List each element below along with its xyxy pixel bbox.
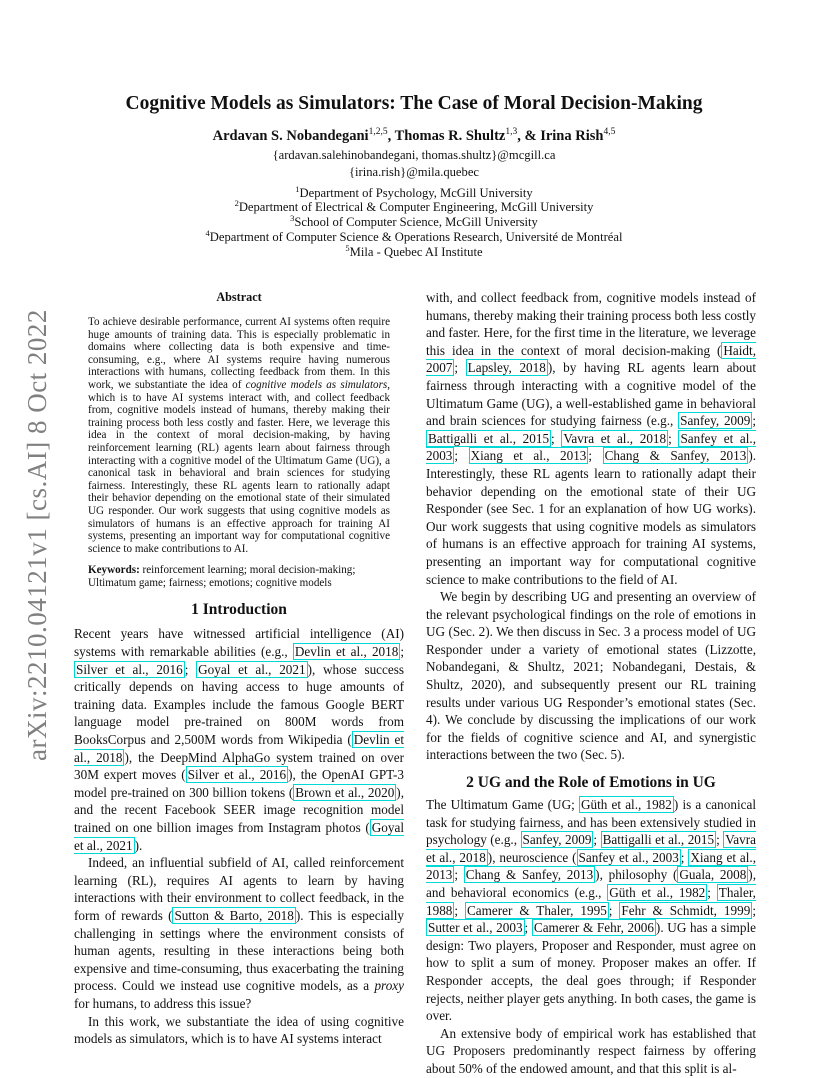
- email-line-1: {ardavan.salehinobandegani, thomas.shultz}@mcgill.ca: [272, 148, 556, 162]
- abstract-text: To achieve desirable performance, current AI systems often require huge amounts of training data. This is especially problematic in domains where collecting data is both expensive and time-consuming, e.g., where AI systems require having numerous interactions with humans, collecting feedback from them. In this work, we substantiate the idea of cognitive models as simulators, which is to have AI systems interact with, and collect feedback from, cognitive models instead of humans, thereby making their training process both less costly and faster. Here, we leverage this idea in the context of moral decision-making, by having reinforcement learning (RL) agents learn about fairness through interacting with a cognitive model of the Ultimatum Game (UG), a canonical task in behavioral and brain sciences for studying fairness. Interestingly, these RL agents learn to rationally adapt their behavior depending on the emotional state of their simulated UG responder. Our work suggests that using cognitive models as simulators of humans is an effective approach for training AI systems, presenting an important way for computational cognitive science to make contributions to AI.: [88, 316, 391, 555]
- citation-link[interactable]: Sanfey et al., 2003: [578, 849, 679, 865]
- affiliation-marker: 5: [345, 243, 350, 253]
- citation-link[interactable]: Camerer & Fehr, 2006: [533, 920, 654, 936]
- section-2-heading: 2 UG and the Role of Emotions in UG: [466, 774, 716, 792]
- citation-link[interactable]: Chang & Sanfey, 2013: [465, 867, 594, 883]
- emphasis-text: proxy: [374, 978, 404, 994]
- citation-link[interactable]: Fehr & Schmidt, 1999: [621, 902, 751, 918]
- citation-link[interactable]: Sutton & Barto, 2018: [174, 907, 294, 923]
- citation-link[interactable]: Goyal et al., 2021: [198, 661, 306, 677]
- citation-link[interactable]: Devlin et al., 2018: [294, 644, 399, 660]
- affiliation-1: $^1$Department of Psychology, McGill University: [295, 184, 533, 201]
- sec2-paragraph-1: The Ultimatum Game (UG; Güth et al., 1982 ) is a canonical task for studying fairness, and has been extensively studied in psychology (e.g., Sanfey, 2009 ; Battigalli et al., 2015 ; Vavra et al., 2018 ), neuroscience ( Sanfey et al., 2003 ; Xiang et al., 2013 ; Chang & Sanfey, 2013 ), philosophy ( Guala, 2008 ), and behavioral economics (e.g., Güth et al., 1982 ; Thaler, 1988 ; Camerer & Thaler, 1995 ; Fehr & Schmidt, 1999 ; Sutter et al., 2003 ; Camerer & Fehr, 2006 ). UG has a simple design: Two players, Proposer and Responder, must agree on how to split a sum of money. Proposer makes an offer. If Responder accepts, the deal goes through; if Responder rejects, neither player gets anything. In both cases, the game is over.: [426, 797, 756, 1024]
- intro-paragraph-2: Indeed, an influential subfield of AI, called reinforcement learning (RL), requires AI agents to learn by having interactions with their environment to collect feedback, in the form of rewards ( Sutton & Barto, 2018 ). This is especially challenging in settings where the environment consists of human agents, resulting in these interactions being both expensive and time-consuming, thus exacerbating the training process. Could we instead use cognitive models, as a proxy for humans, to address this issue?: [74, 855, 404, 1011]
- affiliation-3: $^3$School of Computer Science, McGill University: [290, 213, 538, 230]
- citation-link[interactable]: Sanfey et al., 2003: [426, 430, 756, 464]
- citation-link[interactable]: Battigalli et al., 2015: [428, 430, 550, 446]
- affiliation-2: $^2$Department of Electrical & Computer Engineering, McGill University: [234, 198, 594, 215]
- affiliation-marker: 2: [234, 198, 239, 208]
- author-name: Thomas R. Shultz: [394, 127, 506, 144]
- affiliation-4: $^4$Department of Computer Science & Operations Research, Université de Montréal: [205, 228, 623, 245]
- paper-title: Cognitive Models as Simulators: The Case of Moral Decision-Making: [125, 93, 703, 114]
- right-column: [426, 289, 756, 1078]
- keywords: [74, 564, 404, 589]
- citation-link[interactable]: Sanfey, 2009: [680, 413, 751, 429]
- author-name: Irina Rish: [540, 127, 604, 144]
- affiliation-marker: 3: [290, 213, 295, 223]
- keywords-text: reinforcement learning; moral decision-making; Ultimatum game; fairness; emotions; cognitive models: [88, 564, 356, 589]
- author-line: Ardavan S. Nobandegani$^{1,2,5}$, Thomas R. Shultz$^{1,3}$, & Irina Rish$^{4,5}$: [212, 127, 616, 144]
- citation-link[interactable]: Chang & Sanfey, 2013: [604, 448, 747, 464]
- email-line-2: {irina.rish}@mila.quebec: [349, 165, 479, 179]
- citation-link[interactable]: Battigalli et al., 2015: [602, 832, 715, 848]
- sec2-paragraph-2: An extensive body of empirical work has established that UG Proposers predominantly respect fairness by offering about 50% of the endowed amount, and that this split is al-: [426, 1025, 756, 1076]
- left-column: [74, 290, 404, 1048]
- citation-link[interactable]: Devlin et al., 2018: [74, 732, 404, 765]
- citation-link[interactable]: Vavra et al., 2018: [563, 430, 667, 446]
- section-1-heading: 1 Introduction: [191, 601, 287, 619]
- citation-link[interactable]: Güth et al., 1982: [580, 797, 672, 813]
- citation-link[interactable]: Lapsley, 2018: [467, 360, 546, 376]
- author-affiliation-marker: 1,2,5: [368, 127, 388, 137]
- citation-link[interactable]: Thaler, 1988: [426, 885, 756, 918]
- affiliation-5: $^5$Mila - Quebec AI Institute: [345, 243, 483, 260]
- right-paragraph-1: with, and collect feedback from, cognitive models instead of humans, thereby making their training process both less costly and faster. Here, for the first time in the literature, we leverage this idea in the context of moral decision-making ( Haidt, 2007 ; Lapsley, 2018 ), by having RL agents learn about fairness through interacting with a cognitive model of the Ultimatum Game (UG), a well-established game in behavioral and brain sciences for studying fairness (e.g., Sanfey, 2009 ; Battigalli et al., 2015 ; Vavra et al., 2018 ; Sanfey et al., 2003 ; Xiang et al., 2013 ; Chang & Sanfey, 2013 ). Interestingly, these RL agents learn to rationally adapt their behavior depending on the emotional state of their UG Responder (see Sec. 1 for an explanation of how UG works). Our work suggests that using cognitive models as simulators of humans is an effective approach for training AI systems, presenting an important way for computational cognitive science to make contributions to the field of AI.: [426, 290, 757, 587]
- intro-paragraph-1: Recent years have witnessed artificial intelligence (AI) systems with remarkable abilities (e.g., Devlin et al., 2018 ; Silver et al., 2016 ; Goyal et al., 2021 ), whose success critically depends on having access to huge amounts of training data. Examples include the famous Google BERT language model pre-trained on 800M words from BooksCorpus and 2,500M words from Wikipedia ( Devlin et al., 2018 ), the DeepMind AlphaGo system trained on over 30M expert moves ( Silver et al., 2016 ), the OpenAI GPT-3 model pre-trained on 300 billion tokens ( Brown et al., 2020 ), and the recent Facebook SEER image recognition model trained on one billion images from Instagram photos ( Goyal et al., 2021 ).: [74, 626, 405, 853]
- author-affiliation-marker: 4,5: [603, 127, 616, 137]
- citation-link[interactable]: Silver et al., 2016: [187, 767, 287, 783]
- affiliation-marker: 1: [295, 184, 300, 194]
- citation-link[interactable]: Camerer & Thaler, 1995: [466, 902, 607, 918]
- abstract-heading: Abstract: [216, 290, 262, 304]
- author-name: Ardavan S. Nobandegani: [212, 127, 369, 144]
- emphasis-text: cognitive models as simulators: [245, 378, 388, 391]
- arxiv-stamp: arXiv:2210.04121v1 [cs.AI] 8 Oct 2022: [22, 309, 52, 761]
- citation-link[interactable]: Guala, 2008: [679, 867, 747, 883]
- citation-link[interactable]: Silver et al., 2016: [76, 661, 183, 677]
- citation-link[interactable]: Vavra et al., 2018: [426, 832, 756, 865]
- author-affiliation-marker: 1,3: [505, 127, 518, 137]
- citation-link[interactable]: Goyal et al., 2021: [74, 820, 404, 853]
- keywords-label: Keywords:: [88, 564, 140, 577]
- citation-link[interactable]: Xiang et al., 2013: [426, 849, 756, 883]
- citation-link[interactable]: Brown et al., 2020: [295, 784, 395, 800]
- citation-link[interactable]: Sanfey, 2009: [522, 832, 592, 848]
- right-paragraph-2: We begin by describing UG and presenting an overview of the relevant psychological findings on the role of emotions in UG (Sec. 2). We then discuss in Sec. 3 a process model of UG Responder under a variety of emotional states (Lizzotte, Nobandegani, & Shultz, 2021; Nobandegani, Destais, & Shultz, 2020), and subsequently present our RL training results under various UG Responder’s emotional states (Sec. 4). We conclude by discussing the implications of our work for the fields of cognitive science and AI, and synergistic interactions between the two (Sec. 5).: [426, 589, 756, 763]
- intro-paragraph-3: In this work, we substantiate the idea of using cognitive models as simulators, which is to have AI systems interact: [74, 1013, 404, 1047]
- citation-link[interactable]: Sutter et al., 2003: [428, 920, 523, 936]
- citation-link[interactable]: Haidt, 2007: [426, 342, 756, 376]
- citation-link[interactable]: Xiang et al., 2013: [470, 448, 587, 464]
- affiliation-marker: 4: [205, 228, 210, 238]
- citation-link[interactable]: Güth et al., 1982: [609, 885, 706, 900]
